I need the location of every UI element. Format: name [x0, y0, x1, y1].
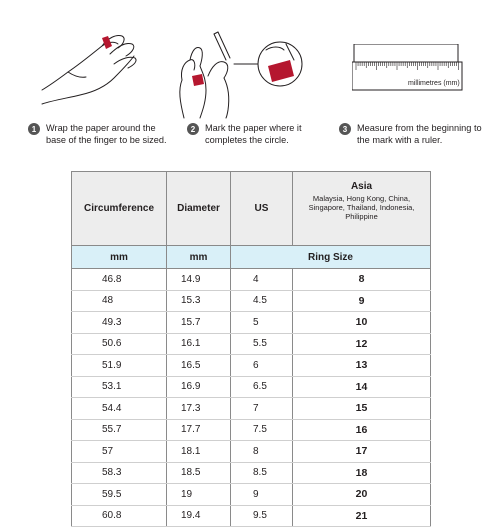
cell-us: 9 [231, 484, 293, 506]
header-asia [293, 172, 431, 246]
step-number-badge: 3 [339, 123, 351, 135]
step-2 [187, 123, 317, 146]
table-row [72, 398, 431, 420]
ruler-unit-label: millimetres (mm) [408, 80, 460, 87]
cell-asia-size: 14 [293, 376, 431, 398]
cell-diameter: 15.7 [167, 312, 231, 334]
cell-asia-size: 13 [293, 355, 431, 377]
cell-circumference: 50.6 [72, 333, 167, 355]
cell-diameter: 16.1 [167, 333, 231, 355]
cell-asia-size: 20 [293, 484, 431, 506]
cell-circumference: 55.7 [72, 419, 167, 441]
cell-asia-size: 10 [293, 312, 431, 334]
step-number-badge: 1 [28, 123, 40, 135]
cell-us: 6.5 [231, 376, 293, 398]
unit-diameter: mm [167, 246, 231, 269]
cell-us: 8 [231, 441, 293, 463]
cell-circumference: 59.5 [72, 484, 167, 506]
table-body [72, 269, 431, 527]
cell-circumference: 46.8 [72, 269, 167, 291]
cell-us: 5 [231, 312, 293, 334]
step-text: Wrap the paper around the base of the finger to be sized. [46, 123, 167, 145]
cell-asia-size: 17 [293, 441, 431, 463]
table-row [72, 355, 431, 377]
cell-asia-size: 18 [293, 462, 431, 484]
cell-circumference: 53.1 [72, 376, 167, 398]
header-us: US [231, 172, 293, 246]
paper-strip-icon [192, 74, 204, 86]
cell-circumference: 60.8 [72, 505, 167, 527]
table-row [72, 333, 431, 355]
cell-diameter: 16.9 [167, 376, 231, 398]
table-row [72, 419, 431, 441]
table-units-row [72, 246, 431, 269]
table-row [72, 484, 431, 506]
cell-asia-size: 9 [293, 290, 431, 312]
paper-strip-zoom-icon [268, 60, 294, 82]
table-header-row [72, 172, 431, 246]
header-asia-countries: Malaysia, Hong Kong, China, Singapore, Thailand, Indonesia, Philippine [308, 194, 415, 221]
table-row [72, 269, 431, 291]
cell-asia-size: 15 [293, 398, 431, 420]
hand-wrap-illustration [40, 28, 140, 108]
header-asia-title: Asia [350, 181, 373, 192]
header-circumference: Circumference [72, 172, 167, 246]
unit-circumference: mm [72, 246, 167, 269]
step-text: Measure from the beginning to the mark with a ruler. [357, 123, 482, 145]
cell-diameter: 14.9 [167, 269, 231, 291]
cell-circumference: 48 [72, 290, 167, 312]
cell-us: 8.5 [231, 462, 293, 484]
cell-circumference: 51.9 [72, 355, 167, 377]
cell-us: 4.5 [231, 290, 293, 312]
cell-diameter: 15.3 [167, 290, 231, 312]
table-row [72, 290, 431, 312]
unit-ring-size: Ring Size [231, 246, 431, 269]
table-row [72, 312, 431, 334]
cell-diameter: 19 [167, 484, 231, 506]
cell-us: 9.5 [231, 505, 293, 527]
header-diameter: Diameter [167, 172, 231, 246]
cell-diameter: 17.7 [167, 419, 231, 441]
ruler-illustration [352, 44, 464, 92]
step-text: Mark the paper where it completes the circle. [205, 123, 302, 145]
table-row [72, 376, 431, 398]
cell-us: 5.5 [231, 333, 293, 355]
cell-diameter: 18.5 [167, 462, 231, 484]
cell-us: 4 [231, 269, 293, 291]
table-row [72, 441, 431, 463]
cell-us: 7 [231, 398, 293, 420]
cell-diameter: 17.3 [167, 398, 231, 420]
table-row [72, 505, 431, 527]
step-3 [339, 123, 484, 146]
cell-us: 6 [231, 355, 293, 377]
cell-asia-size: 16 [293, 419, 431, 441]
cell-us: 7.5 [231, 419, 293, 441]
cell-asia-size: 21 [293, 505, 431, 527]
cell-circumference: 57 [72, 441, 167, 463]
cell-asia-size: 8 [293, 269, 431, 291]
cell-asia-size: 12 [293, 333, 431, 355]
cell-diameter: 16.5 [167, 355, 231, 377]
cell-circumference: 58.3 [72, 462, 167, 484]
step-1 [28, 123, 168, 146]
mark-paper-illustration [172, 20, 322, 120]
cell-circumference: 49.3 [72, 312, 167, 334]
cell-diameter: 19.4 [167, 505, 231, 527]
cell-diameter: 18.1 [167, 441, 231, 463]
step-number-badge: 2 [187, 123, 199, 135]
cell-circumference: 54.4 [72, 398, 167, 420]
table-row [72, 462, 431, 484]
ring-size-table [71, 171, 431, 527]
